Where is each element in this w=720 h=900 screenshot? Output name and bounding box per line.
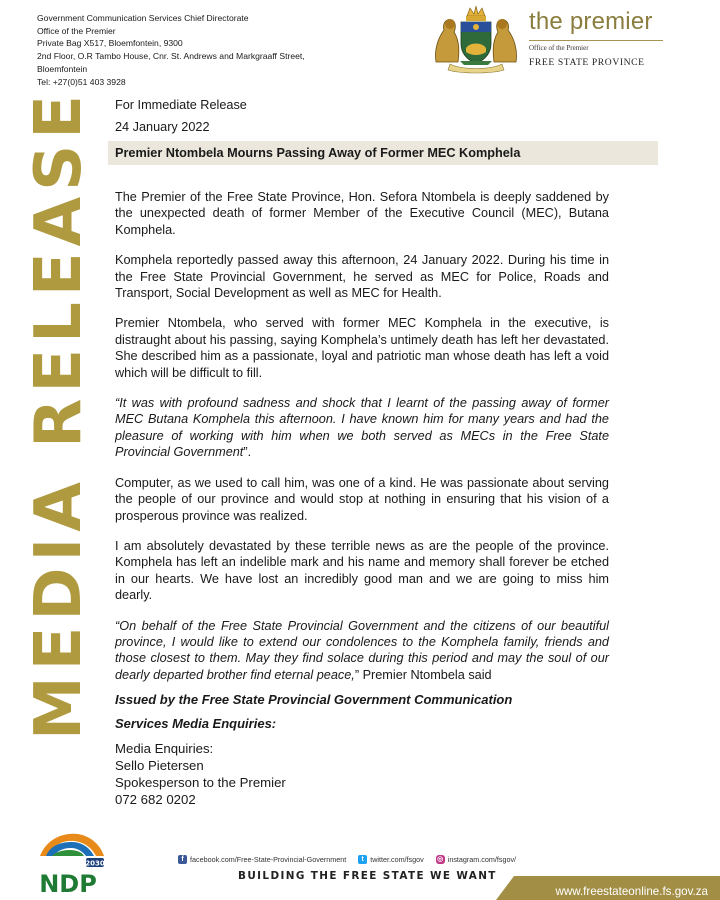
issued-by <box>115 688 595 736</box>
paragraph: I am absolutely devastated by these terrible news as are the people of the province. Komphela has left an indelible mark and his name and memory shall forever be etched in our hearts. We have lost an incredibly good man and we are going to miss him dearly. <box>115 538 609 603</box>
instagram-icon: ◎ <box>437 855 444 863</box>
quote-tail: ”. <box>243 445 252 460</box>
slogan: BUILDING THE FREE STATE WE WANT <box>238 870 497 882</box>
twitter-link[interactable] <box>358 855 424 864</box>
quote-paragraph <box>115 395 609 461</box>
address-line: Government Communication Services Chief Directorate <box>37 13 249 23</box>
coat-of-arms-logo <box>430 4 522 74</box>
instagram-link[interactable] <box>436 855 516 864</box>
twitter-url: twitter.com/fsgov <box>370 854 424 864</box>
quote-text: “On behalf of the Free State Provincial Government and the citizens of our beautiful province, I would like to extend our condolences to the Komphela family, friends and those closest to them. May they find solace during this period and may the soul of our dearly departed brother find eternal peace, <box>115 618 609 682</box>
brand-name: the premier <box>529 8 653 35</box>
release-info <box>115 96 615 136</box>
paragraph: Komphela reportedly passed away this afternoon, 24 January 2022. During his time in the Free State Provincial Government, he served as MEC for Police, Roads and Transport, Social Development as well as MEC for Health. <box>115 253 609 301</box>
quote-paragraph <box>115 618 609 684</box>
address-line: Tel: +27(0)51 403 3928 <box>37 76 126 87</box>
ndp-2030-logo <box>32 826 110 900</box>
paragraph: Premier Ntombela, who served with former MEC Komphela in the executive, is distraught about his passing, saying Komphela’s untimely death has left her devastated. She described him as a passionate, loyal and patriotic man whose death has left a void which will be difficult to fill. <box>115 316 609 380</box>
quote-tail: ” Premier Ntombela said <box>354 667 492 682</box>
brand-office: Office of the Premier <box>529 44 589 52</box>
paragraph: Computer, as we used to call him, was one of a kind. He was passionate about serving the people of our province and would stop at nothing in ensuring that his vision of a prosperous province was realized. <box>115 475 609 523</box>
facebook-icon: f <box>178 855 187 864</box>
quote-text: “It was with profound sadness and shock that I learnt of the passing away of former MEC Butana Komphela this afternoon. I have known him for many years and had the pleasure of working with him when we both served as MECs in the Free State Provincial Government <box>115 396 609 460</box>
instagram-url: instagram.com/fsgov/ <box>447 854 517 864</box>
paragraph: The Premier of the Free State Province, Hon. Sefora Ntombela is deeply saddened by the unexpected death of former Member of the Executive Council (MEC), Butana Komphela. <box>115 190 609 237</box>
address-line: Office of the Premier <box>37 25 116 36</box>
brand-province: FREE STATE PROVINCE <box>529 57 645 68</box>
brand-divider <box>529 40 663 41</box>
media-release-title: MEDIA RELEASE <box>22 89 96 740</box>
address-line: 2nd Floor, O.R Tambo House, Cnr. St. Andrews and Markgraaff Street, <box>37 51 305 62</box>
twitter-icon: t <box>358 855 367 864</box>
address-line: Bloemfontein <box>37 63 88 74</box>
website-link[interactable]: www.freestateonline.fs.gov.za <box>555 885 708 898</box>
contact-phone: 072 682 0202 <box>115 792 196 807</box>
sender-address <box>37 12 377 88</box>
premier-brand <box>529 8 679 68</box>
facebook-url: facebook.com/Free-State-Provincial-Government <box>190 854 347 864</box>
issued-line: Services Media Enquiries: <box>115 716 277 731</box>
ndp-year: 2030 <box>85 859 105 868</box>
social-links <box>178 852 598 866</box>
issued-line: Issued by the Free State Provincial Government Communication <box>115 692 513 707</box>
headline: Premier Ntombela Mourns Passing Away of Former MEC Komphela <box>115 146 521 160</box>
enquiries-heading: Media Enquiries: <box>115 741 214 756</box>
facebook-link[interactable] <box>178 855 346 864</box>
release-date: 24 January 2022 <box>115 120 210 134</box>
media-enquiries <box>115 740 415 808</box>
address-line: Private Bag X517, Bloemfontein, 9300 <box>37 38 183 49</box>
ndp-text: NDP <box>39 870 97 898</box>
release-label: For Immediate Release <box>115 98 247 112</box>
contact-role: Spokesperson to the Premier <box>115 775 286 790</box>
contact-name: Sello Pietersen <box>115 758 204 773</box>
release-body <box>115 189 609 697</box>
